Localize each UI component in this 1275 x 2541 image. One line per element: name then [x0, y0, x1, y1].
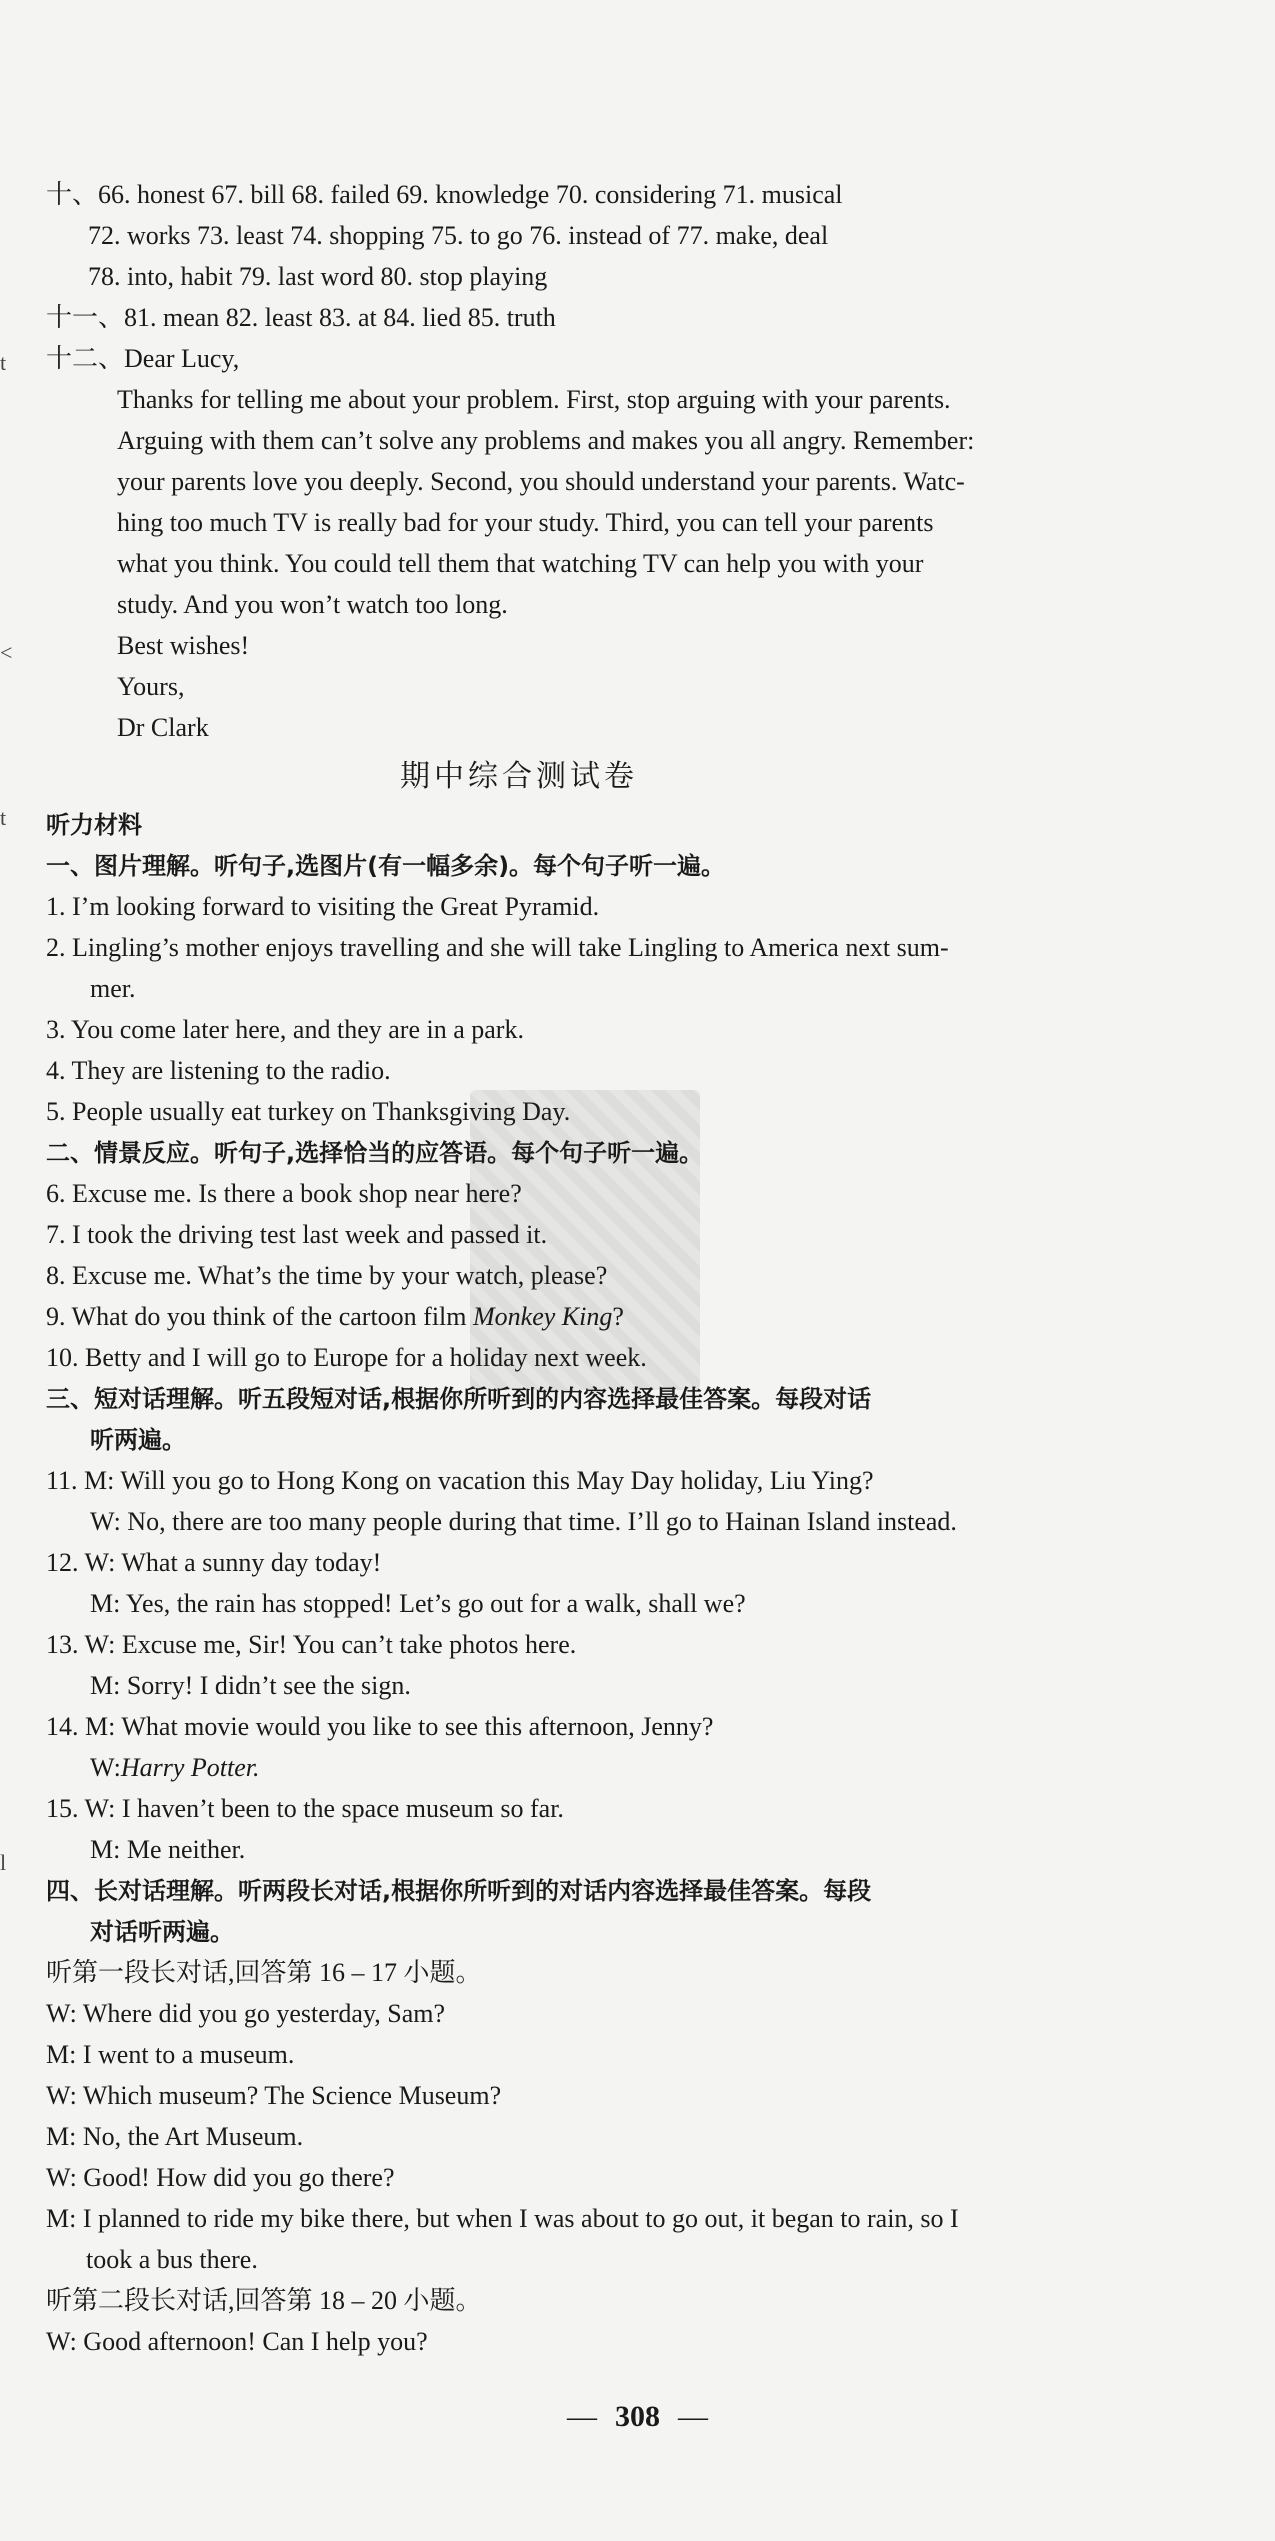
- answer-line-12-salutation: 十二、Dear Lucy,: [46, 344, 240, 373]
- dialogue-line: 14. M: What movie would you like to see this afternoon, Jenny?: [46, 1712, 714, 1741]
- dialogue-line: 12. W: What a sunny day today!: [46, 1548, 382, 1577]
- listening-item: 1. I’m looking forward to visiting the Great Pyramid.: [46, 892, 600, 921]
- listening-item-cont: mer.: [90, 974, 136, 1003]
- dialogue-line: M: I planned to ride my bike there, but when I was about to go out, it began to rain, so I: [46, 2204, 959, 2233]
- listening-item: 8. Excuse me. What’s the time by your watch, please?: [46, 1261, 608, 1290]
- answer-line-10-a: 十、66. honest 67. bill 68. failed 69. knowledge 70. considering 71. musical: [46, 180, 843, 209]
- dialogue-line: 13. W: Excuse me, Sir! You can’t take photos here.: [46, 1630, 577, 1659]
- listening-item: 5. People usually eat turkey on Thanksgiving Day.: [46, 1097, 571, 1126]
- answer-line-10-c: 78. into, habit 79. last word 80. stop playing: [88, 262, 548, 291]
- dialogue-line: M: No, the Art Museum.: [46, 2122, 304, 2151]
- answer-line-11: 十一、81. mean 82. least 83. at 84. lied 85. truth: [46, 303, 556, 332]
- listening-item: 6. Excuse me. Is there a book shop near here?: [46, 1179, 522, 1208]
- dialogue-line: W: No, there are too many people during that time. I’ll go to Hainan Island instead.: [90, 1507, 957, 1536]
- section-title: 期中综合测试卷: [400, 759, 638, 794]
- listening-item: [46, 1300, 624, 1334]
- page-dash-left: —: [567, 2400, 597, 2433]
- margin-mark: <: [0, 640, 13, 665]
- part-4-heading-cont: 对话听两遍。: [90, 1918, 234, 1946]
- listening-item: 10. Betty and I will go to Europe for a holiday next week.: [46, 1343, 647, 1372]
- movie-title: Harry Potter.: [120, 1753, 260, 1782]
- part-2-heading: 二、情景反应。听句子,选择恰当的应答语。每个句子听一遍。: [46, 1139, 704, 1167]
- letter-closing: Best wishes!: [117, 631, 250, 660]
- dialogue-line: [90, 1751, 259, 1785]
- part-3-heading: 三、短对话理解。听五段短对话,根据你所听到的内容选择最佳答案。每段对话: [46, 1385, 872, 1413]
- margin-mark: l: [0, 1850, 7, 1875]
- letter-closing: Yours,: [117, 672, 185, 701]
- letter-line: your parents love you deeply. Second, you should understand your parents. Watc-: [117, 467, 965, 496]
- letter-line: Thanks for telling me about your problem. First, stop arguing with your parents.: [117, 385, 951, 414]
- part-1-heading: 一、图片理解。听句子,选图片(有一幅多余)。每个句子听一遍。: [46, 852, 726, 880]
- dialogue-intro: 听第一段长对话,回答第 16 – 17 小题。: [46, 1958, 482, 1987]
- answer-line-10-b: 72. works 73. least 74. shopping 75. to go 76. instead of 77. make, deal: [88, 221, 829, 250]
- dialogue-line: W: Where did you go yesterday, Sam?: [46, 1999, 446, 2028]
- letter-line: hing too much TV is really bad for your study. Third, you can tell your parents: [117, 508, 934, 537]
- item-9-mark: ?: [612, 1302, 624, 1331]
- dialogue-line-cont: took a bus there.: [86, 2245, 258, 2274]
- letter-line: what you think. You could tell them that watching TV can help you with your: [117, 549, 924, 578]
- dialogue-line: W: Good! How did you go there?: [46, 2163, 395, 2192]
- dialogue-line: M: Sorry! I didn’t see the sign.: [90, 1671, 411, 1700]
- dialogue-line: M: I went to a museum.: [46, 2040, 295, 2069]
- margin-mark: t: [0, 350, 7, 375]
- listening-item: 2. Lingling’s mother enjoys travelling and she will take Lingling to America next sum-: [46, 933, 949, 962]
- listening-item: 4. They are listening to the radio.: [46, 1056, 391, 1085]
- page-dash-right: —: [678, 2400, 708, 2433]
- part-3-heading-cont: 听两遍。: [90, 1426, 186, 1454]
- listening-heading: 听力材料: [46, 811, 142, 839]
- page-number: [0, 2400, 1275, 2434]
- letter-line: Arguing with them can’t solve any problems and makes you all angry. Remember:: [117, 426, 975, 455]
- item-9-text: 9. What do you think of the cartoon film: [46, 1302, 467, 1331]
- dialogue-line: M: Yes, the rain has stopped! Let’s go out for a walk, shall we?: [90, 1589, 746, 1618]
- dialogue-line: 11. M: Will you go to Hong Kong on vacation this May Day holiday, Liu Ying?: [46, 1466, 874, 1495]
- dialogue-line: W: Which museum? The Science Museum?: [46, 2081, 502, 2110]
- dialogue-line: 15. W: I haven’t been to the space museum so far.: [46, 1794, 564, 1823]
- part-4-heading: 四、长对话理解。听两段长对话,根据你所听到的对话内容选择最佳答案。每段: [46, 1877, 872, 1905]
- dialogue-intro: 听第二段长对话,回答第 18 – 20 小题。: [46, 2286, 482, 2315]
- page-number-value: 308: [615, 2400, 660, 2433]
- listening-item: 3. You come later here, and they are in a park.: [46, 1015, 524, 1044]
- margin-mark: t: [0, 805, 7, 830]
- speaker-w: W:: [90, 1753, 121, 1782]
- letter-line: study. And you won’t watch too long.: [117, 590, 508, 619]
- letter-signature: Dr Clark: [117, 713, 209, 742]
- dialogue-line: W: Good afternoon! Can I help you?: [46, 2327, 428, 2356]
- dialogue-line: M: Me neither.: [90, 1835, 246, 1864]
- film-title: Monkey King: [473, 1302, 613, 1331]
- listening-item: 7. I took the driving test last week and passed it.: [46, 1220, 548, 1249]
